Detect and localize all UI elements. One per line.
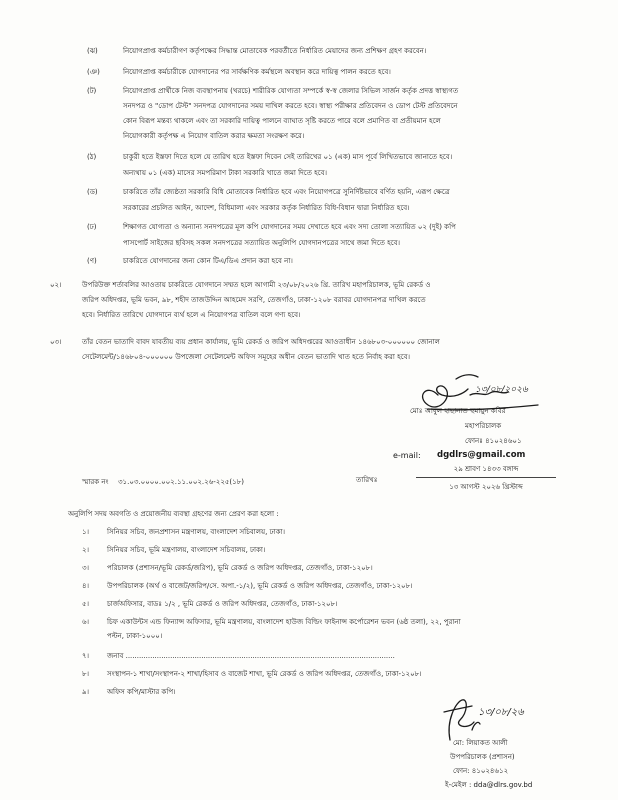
- clause-text: চাকুরী হতে ইস্তফা দিতে হলে যে তারিখ হতে ইস্তফা দিবেন সেই তারিখের ০১ (এক) মাস পূর্বে লিখিতভাবে জানাতে হবে।: [123, 153, 453, 161]
- clause-text: সরকারের প্রচলিত আইন, আদেশ, বিধিমালা এবং সরকার কর্তৃক নির্ধারিত বিধি-বিধান দ্বারা নির্ধারিত হবে।: [123, 204, 410, 212]
- signer-name: মোঃ আবুল হাছানাত হুমায়ুন কবির: [410, 407, 506, 415]
- copy-text: চিফ একাউন্টস এন্ড ফিন্যান্স অফিসার, ভূমি মন্ত্রণালয়, বাংলাদেশ হাউজ বিল্ডিং ফাইনান্স কর্পোরেশন ভবন (৬ষ্ঠ তলা), ২২, পুরানা: [107, 618, 461, 626]
- date-english: ১৩ আগস্ট ২০২৬ খ্রিস্টাব্দ: [449, 483, 523, 491]
- copy-number: ২।: [82, 546, 90, 554]
- copy-intro: অনুলিপি সদয় অবগতি ও প্রয়োজনীয় ব্যবস্থা গ্রহণের জন্য প্রেরণ করা হলো :: [68, 510, 279, 518]
- signer-phone: ফোন: ৪১০২৪৬১২: [453, 767, 509, 775]
- signer-phone: ফোনঃ ৪১০২৪৬০১: [465, 437, 522, 445]
- paragraph-text: হবে। নির্ধারিত তারিখে যোগদানে ব্যর্থ হলে এ নিয়োগপত্র বাতিল বলে গণ্য হবে।: [82, 311, 301, 319]
- copy-number: ৬।: [82, 618, 90, 626]
- signer-name: মো: লিয়াকত আলী: [453, 739, 508, 747]
- clause-text: চাকরিতে তাঁর জ্যেষ্ঠতা সরকারি বিধি মোতাবেক নির্ধারিত হবে এবং নিয়োগপত্রে সুনির্দিষ্টভাবে বর্ণিত হয়নি, এরূপ ক্ষেত্রে: [123, 188, 450, 196]
- clause-mark: (ণ): [87, 257, 97, 265]
- paragraph-text: জরিপ অধিদপ্তর, ভূমি ভবন, ৯৮, শহীদ তাজউদ্দিন আহমেদ সরণি, তেজগাঁও, ঢাকা-১২০৮ বরাবর যোগদানপত্র দাখিল করতে: [82, 296, 426, 304]
- clause-text: অন্যথায় ০১ (এক) মাসের সমপরিমাণ টাকা সরকারি খাতে জমা দিতে হবে।: [123, 169, 327, 177]
- clause-mark: (ঝ): [87, 47, 98, 55]
- clause-text: চাকরিতে যোগদানের জন্য কোন টিএ/ডিএ প্রদান করা হবে না।: [123, 257, 293, 265]
- clause-mark: (ঞ): [87, 68, 100, 76]
- clause-text: নিয়োগপ্রাপ্ত কর্মচারীগণ কর্তৃপক্ষের সিদ্ধান্ত মোতাবেক পরবর্তীতে নির্ধারিত মেয়াদের জন্য প্রশিক্ষণ গ্রহণ করবেন।: [123, 47, 427, 55]
- paragraph-text: তাঁর বেতন ভাতাদি বাবদ যাবতীয় ব্যয় প্রধান কার্যালয়, ভূমি রেকর্ড ও জরিপ অধিদপ্তরের আওতাধীন ১৪৬৮০৩-০০০০০০ জোনাল: [82, 338, 440, 346]
- clause-mark: (ঢ): [87, 223, 97, 231]
- signer-title: উপপরিচালক (প্রশাসন): [450, 753, 515, 761]
- date-label: তারিখঃ: [356, 476, 378, 484]
- date-bangla: ২৯ শ্রাবণ ১৪৩৩ বঙ্গাব্দ: [453, 465, 519, 473]
- copy-number: ৮।: [82, 670, 90, 678]
- copy-number: ৭।: [82, 652, 90, 660]
- signature-handwritten-date: ১৩/০৮/২০২৬: [475, 385, 528, 395]
- clause-mark: (ট): [87, 87, 97, 95]
- clause-mark: (ড): [87, 188, 98, 196]
- copy-text: সিনিয়র সচিব, ভূমি মন্ত্রণালয়, বাংলাদেশ সচিবালয়, ঢাকা।: [107, 546, 266, 554]
- clause-text: পাসপোর্ট সাইজের ছবিসহ সকল সনদপত্রের সত্যায়িত অনুলিপি যোগদানপত্রের সাথে জমা দিতে হবে।: [123, 239, 401, 247]
- clause-text: শিক্ষাগত যোগ্যতা ও অন্যান্য সনদপত্রের মূল কপি যোগদানের সময় দেখাতে হবে এবং সদ্য তোলা সত্যায়িত ০২ (দুই) কপি: [123, 223, 456, 231]
- clause-text: কোন বিরূপ মন্তব্য থাকলে এবং তা সরকারি দায়িত্ব পালনে ব্যাঘাত সৃষ্টি করতে পারে বলে প্রমাণিত বা প্রতীয়মান হলে: [123, 117, 441, 125]
- copy-text: পল্টন, ঢাকা-১০০০।: [107, 632, 163, 640]
- copy-text: চার্জঅফিসার, বাডঃ ১/২ , ভূমি রেকর্ড ও জরিপ অধিদপ্তর, তেজগাঁও, ঢাকা-১২০৮।: [107, 600, 338, 608]
- copy-text: অফিস কপি/মাস্টার কপি।: [107, 688, 176, 696]
- memo-number: ৩১.০৩.০০০০.০০২.১১.০০২.২৬-২২৫(১৮): [118, 478, 244, 486]
- paragraph-number: ০৩।: [50, 338, 62, 346]
- copy-text: সিনিয়র সচিব, জনপ্রশাসন মন্ত্রণালয়, বাংলাদেশ সচিবালয়, ঢাকা।: [107, 528, 286, 536]
- signature-handwritten-date: ১৩/০৮/২৬: [478, 707, 524, 718]
- memo-label: স্মারক নং: [82, 478, 109, 486]
- copy-number: ৯।: [82, 688, 90, 696]
- signer-email-label: e-mail:: [393, 451, 421, 460]
- clause-mark: (ঠ): [87, 153, 97, 161]
- clause-text: নিয়োগপ্রাপ্ত কর্মচারীকে যোগদানের পর সার্বক্ষণিক কর্মস্থলে অবস্থান করে দায়িত্ব পালন করতে হবে।: [123, 68, 391, 76]
- copy-number: ৫।: [82, 600, 90, 608]
- signer-email[interactable]: ই-মেইল : dda@dlrs.gov.bd: [445, 781, 533, 789]
- date-divider: [416, 477, 556, 478]
- clause-text: নিয়োগকারী কর্তৃপক্ষ এ নিয়োগ বাতিল করার ক্ষমতা সংরক্ষণ করে।: [123, 132, 305, 140]
- copy-number: ৪।: [82, 582, 90, 590]
- signer-title: মহাপরিচালক: [465, 422, 502, 430]
- copy-number: ১।: [82, 528, 90, 536]
- paragraph-text: সেটেলমেন্ট/১৪৬৮০৪-০০০০০০ উপজেলা সেটেলমেন্ট অফিস সমূহের অধীন বেতন ভাতাদি খাত হতে নির্বাহ করা হবে।: [82, 353, 410, 361]
- copy-text: উপপরিচালক (অর্থ ও বাজেট/জরিপ/সে. অপা.-১/২), ভূমি রেকর্ড ও জরিপ অধিদপ্তর, তেজগাঁও, ঢাকা-১২০৮।: [107, 582, 413, 590]
- paragraph-number: ০২।: [50, 281, 62, 289]
- clause-text: নিয়োগপ্রাপ্ত প্রার্থীকে নিজ ব্যবস্থাপনায় (খরচে) শারীরিক যোগ্যতা সম্পর্কে স্ব-স্ব জেলার সিভিল সার্জন কর্তৃক প্রদত্ত স্বাস্থ্যগত: [123, 87, 459, 95]
- copy-number: ৩।: [82, 564, 90, 572]
- copy-text: সংস্থাপন-১ শাখা/সংস্থাপন-২ শাখা/হিসাব ও বাজেট শাখা, ভূমি রেকর্ড ও জরিপ অধিদপ্তর, তেজগাঁও, ঢাকা-১২০৮।: [107, 670, 422, 678]
- copy-text: পরিচালক (প্রশাসন/ভূমি রেকর্ড/জরিপ), ভূমি রেকর্ড ও জরিপ অধিদপ্তর, তেজগাঁও, ঢাকা-১২০৮।: [107, 564, 373, 572]
- paragraph-text: উপরিউক্ত শর্তাবলির আওতায় চাকরিতে যোগদানে সম্মত হলে আগামী ২৩/০৮/২০২৬ খ্রি. তারিখ মহাপরিচালক, ভূমি রেকর্ড ও: [82, 281, 431, 289]
- clause-text: সনদপত্র ও "ডোপ টেস্ট" সনদপত্র যোগদানের সময় দাখিল করতে হবে। স্বাস্থ্য পরীক্ষার প্রতিবেদন ও ডোপ টেস্ট প্রতিবেদনে: [123, 102, 458, 110]
- copy-text: জনাব .........................................................................................................................: [107, 652, 395, 660]
- signer-email[interactable]: dgdlrs@gmail.com: [437, 450, 526, 460]
